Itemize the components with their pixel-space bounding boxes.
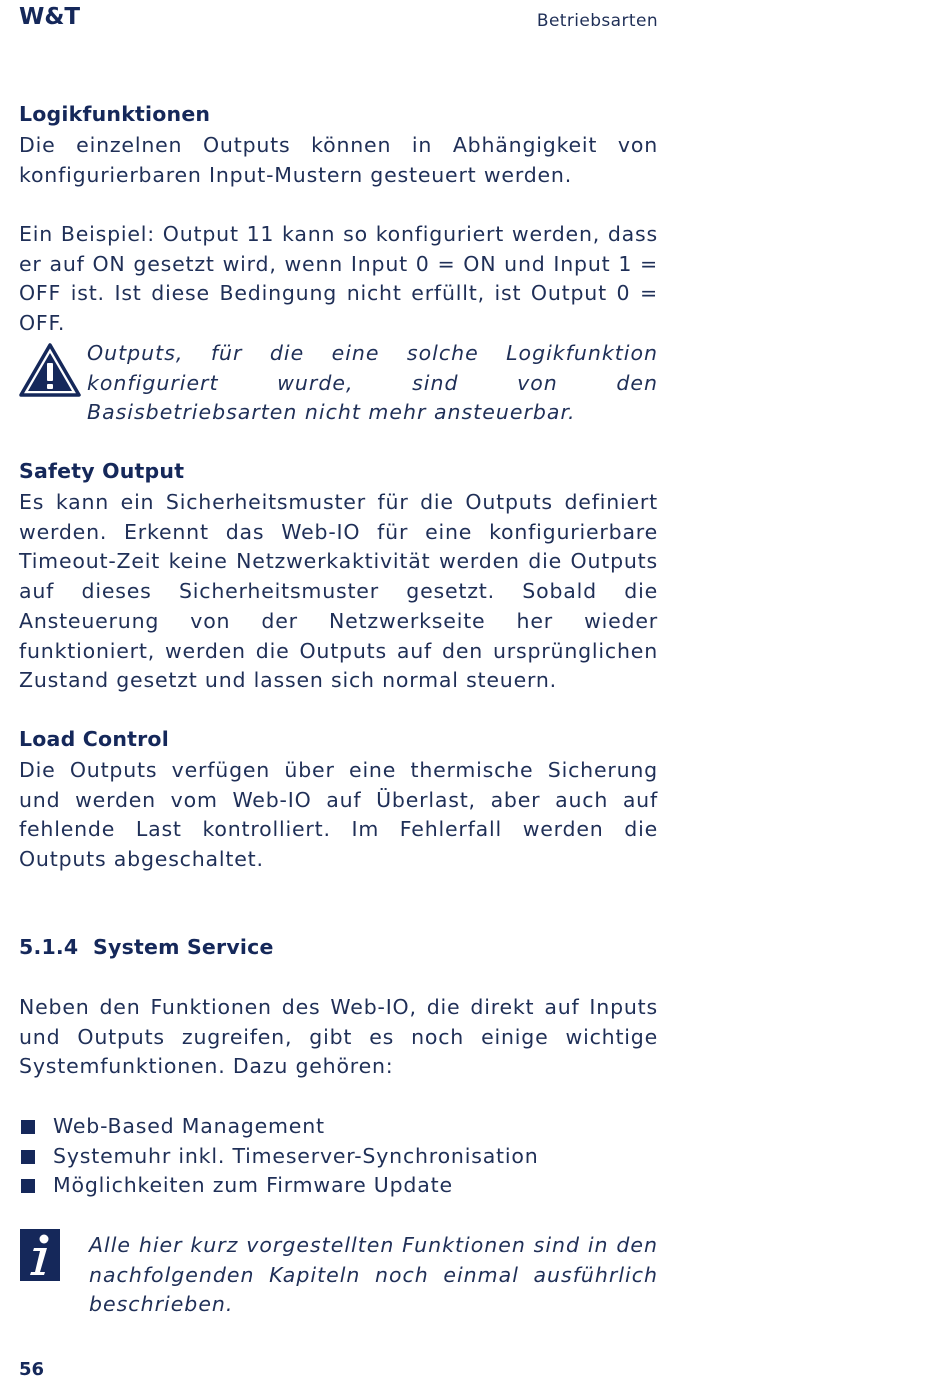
bullet-square-icon xyxy=(21,1179,35,1193)
paragraph-system: Neben den Funktionen des Web-IO, die direkt auf Inputs und Outputs zugreifen, gibt es noch einige wichtige Systemfunktionen. Dazu gehören: xyxy=(19,995,658,1079)
warning-note xyxy=(19,339,658,428)
heading-load-control: Load Control xyxy=(19,727,169,751)
brand-logo: W&T xyxy=(19,4,81,30)
list-item-text: Systemuhr inkl. Timeserver-Synchronisation xyxy=(53,1143,539,1168)
page-number: 56 xyxy=(19,1359,45,1380)
paragraph-load: Die Outputs verfügen über eine thermische Sicherung und werden vom Web-IO auf Überlast, aber auch auf fehlende Last kontrolliert. Im Fehlerfall werden die Outputs abgeschaltet. xyxy=(19,758,658,872)
list-item xyxy=(19,1171,658,1201)
paragraph-safety: Es kann ein Sicherheitsmuster für die Outputs definiert werden. Erkennt das Web-IO für eine konfigurierbare Timeout-Zeit keine Netzwerkaktivität werden die Outputs auf dieses Sicherheitsmuster gesetzt. Sobald die Ansteuerung von der Netzwerkseite her wieder funktioniert, werden die Outputs auf den ursprünglichen Zustand gesetzt und lassen sich normal steuern. xyxy=(19,490,658,693)
info-text: Alle hier kurz vorgestellten Funktionen sind in den nachfolgenden Kapiteln noch einmal ausführlich beschrieben. xyxy=(89,1233,658,1317)
paragraph-logic-example: Ein Beispiel: Output 11 kann so konfiguriert werden, dass er auf ON gesetzt wird, wenn Input 0 = ON und Input 1 = OFF ist. Ist diese Bedingung nicht erfüllt, ist Output 0 = OFF. xyxy=(19,222,658,336)
list-item xyxy=(19,1112,658,1142)
bullet-list xyxy=(19,1112,658,1201)
warning-text: Outputs, für die eine solche Logikfunktion konfiguriert wurde, sind von den Basisbetriebsarten nicht mehr ansteuerbar. xyxy=(87,341,658,425)
heading-safety-output: Safety Output xyxy=(19,459,185,483)
list-item-text: Web-Based Management xyxy=(53,1114,325,1138)
info-icon xyxy=(19,1228,61,1291)
warning-triangle-icon xyxy=(19,343,81,406)
heading-logikfunktionen: Logikfunktionen xyxy=(19,102,211,126)
list-item-text: Möglichkeiten zum Firmware Update xyxy=(53,1173,453,1198)
list-item xyxy=(19,1142,658,1172)
bullet-square-icon xyxy=(21,1120,35,1134)
section-title-system-service: 5.1.4 System Service xyxy=(19,935,274,959)
paragraph-logic-intro: Die einzelnen Outputs können in Abhängigkeit von konfigurierbaren Input-Mustern gesteuert werden. xyxy=(19,133,658,187)
chapter-title: Betriebsarten xyxy=(536,11,658,31)
bullet-square-icon xyxy=(21,1150,35,1164)
info-note xyxy=(19,1231,658,1320)
